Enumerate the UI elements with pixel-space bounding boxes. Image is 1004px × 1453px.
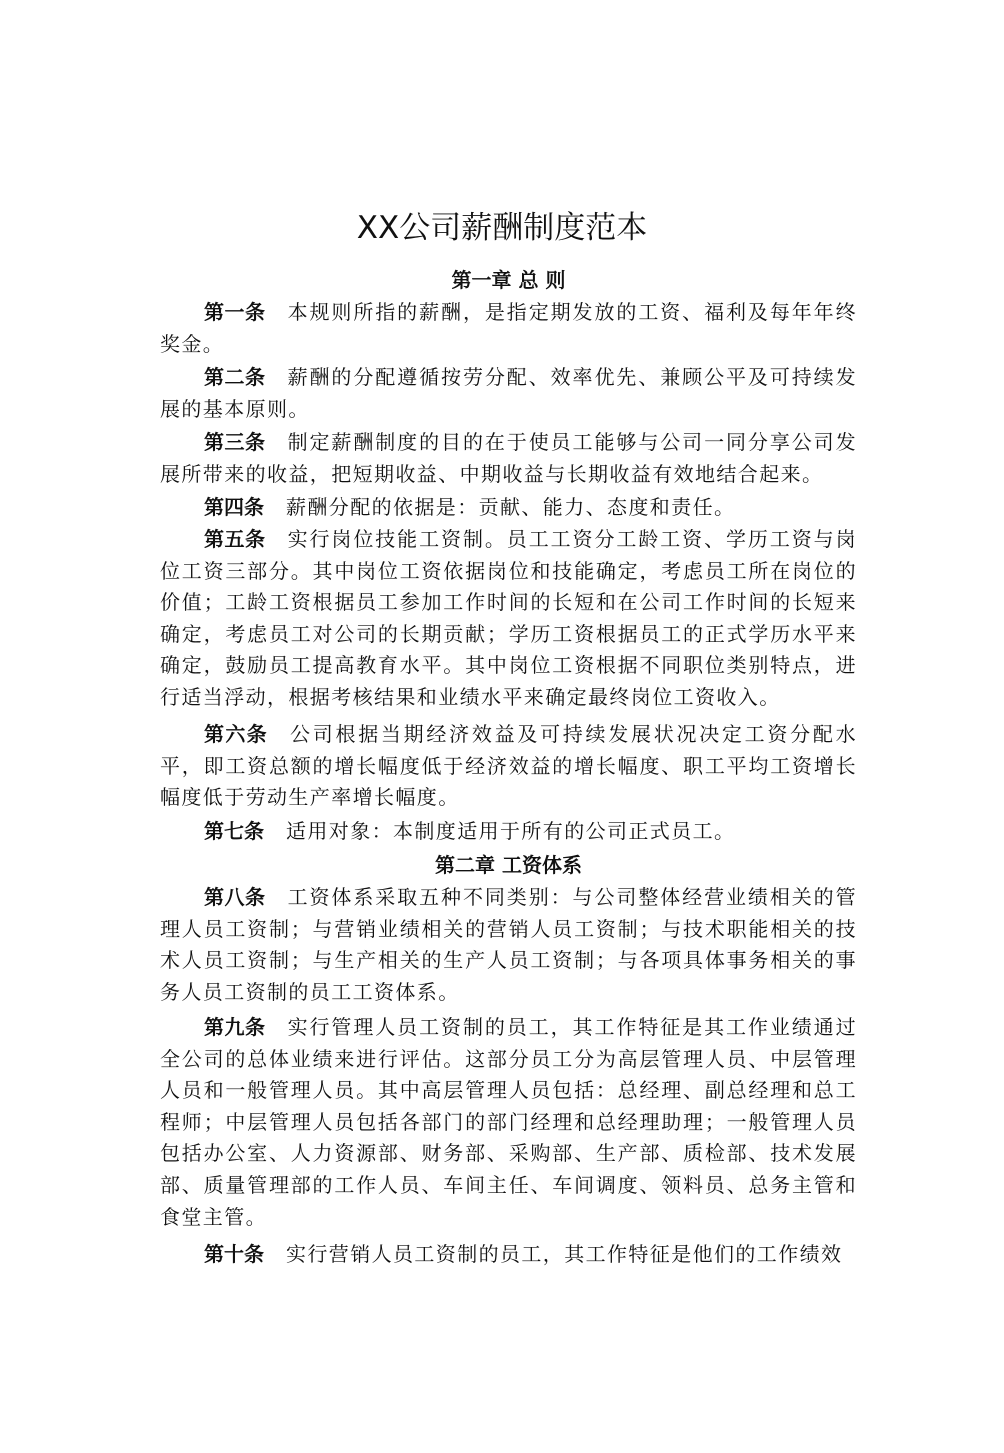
article-7-text: 适用对象：本制度适用于所有的公司正式员工。 <box>286 819 736 843</box>
article-9 <box>160 1012 857 1233</box>
article-6-label: 第六条 <box>204 722 268 746</box>
article-4 <box>160 492 857 524</box>
article-7-label: 第七条 <box>204 819 264 843</box>
article-9-label: 第九条 <box>204 1015 266 1039</box>
article-4-label: 第四条 <box>204 495 264 519</box>
article-1-label: 第一条 <box>204 300 266 324</box>
article-7 <box>160 816 857 848</box>
article-2 <box>160 362 857 425</box>
article-5-text: 实行岗位技能工资制。员工工资分工龄工资、学历工资与岗位工资三部分。其中岗位工资依据岗位和技能确定，考虑员工所在岗位的价值；工龄工资根据员工参加工作时间的长短和在公司工作时间的长短来确定，考虑员工对公司的长期贡献；学历工资根据员工的正式学历水平来确定，鼓励员工提高教育水平。其中岗位工资根据不同职位类别特点，进行适当浮动，根据考核结果和业绩水平来确定最终岗位工资收入。 <box>160 527 858 709</box>
document-title: XX公司薪酬制度范本 <box>356 210 648 246</box>
article-10-text: 实行营销人员工资制的员工，其工作特征是他们的工作绩效 <box>286 1242 843 1266</box>
article-1-text: 本规则所指的薪酬，是指定期发放的工资、福利及每年年终奖金。 <box>160 300 858 356</box>
article-6 <box>160 719 857 814</box>
chapter-2-heading: 第二章 工资体系 <box>435 853 582 877</box>
article-3 <box>160 427 857 490</box>
article-6-text: 公司根据当期经济效益及可持续发展状况决定工资分配水平，即工资总额的增长幅度低于经济效益的增长幅度、职工平均工资增长幅度低于劳动生产率增长幅度。 <box>160 722 857 810</box>
article-3-label: 第三条 <box>204 430 266 454</box>
article-1 <box>160 297 857 360</box>
article-8-label: 第八条 <box>204 885 266 909</box>
article-10-label: 第十条 <box>204 1242 264 1266</box>
article-8-text: 工资体系采取五种不同类别：与公司整体经营业绩相关的管理人员工资制；与营销业绩相关的营销人员工资制；与技术职能相关的技术人员工资制；与生产相关的生产人员工资制；与各项具体事务相关的事务人员工资制的员工工资体系。 <box>160 885 858 1004</box>
article-2-text: 薪酬的分配遵循按劳分配、效率优先、兼顾公平及可持续发展的基本原则。 <box>160 365 858 421</box>
article-2-label: 第二条 <box>204 365 266 389</box>
article-8 <box>160 882 857 1008</box>
article-9-text: 实行管理人员工资制的员工，其工作特征是其工作业绩通过全公司的总体业绩来进行评估。这部分员工分为高层管理人员、中层管理人员和一般管理人员。其中高层管理人员包括：总经理、副总经理和总工程师；中层管理人员包括各部门的部门经理和总经理助理；一般管理人员包括办公室、人力资源部、财务部、采购部、生产部、质检部、技术发展部、质量管理部的工作人员、车间主任、车间调度、领料员、总务主管和食堂主管。 <box>160 1015 858 1229</box>
article-4-text: 薪酬分配的依据是：贡献、能力、态度和责任。 <box>286 495 736 519</box>
article-10 <box>160 1239 857 1271</box>
chapter-1-heading: 第一章 总 则 <box>451 268 566 292</box>
article-3-text: 制定薪酬制度的目的在于使员工能够与公司一同分享公司发展所带来的收益，把短期收益、中期收益与长期收益有效地结合起来。 <box>160 430 858 486</box>
article-5-label: 第五条 <box>204 527 266 551</box>
article-5 <box>160 524 857 714</box>
